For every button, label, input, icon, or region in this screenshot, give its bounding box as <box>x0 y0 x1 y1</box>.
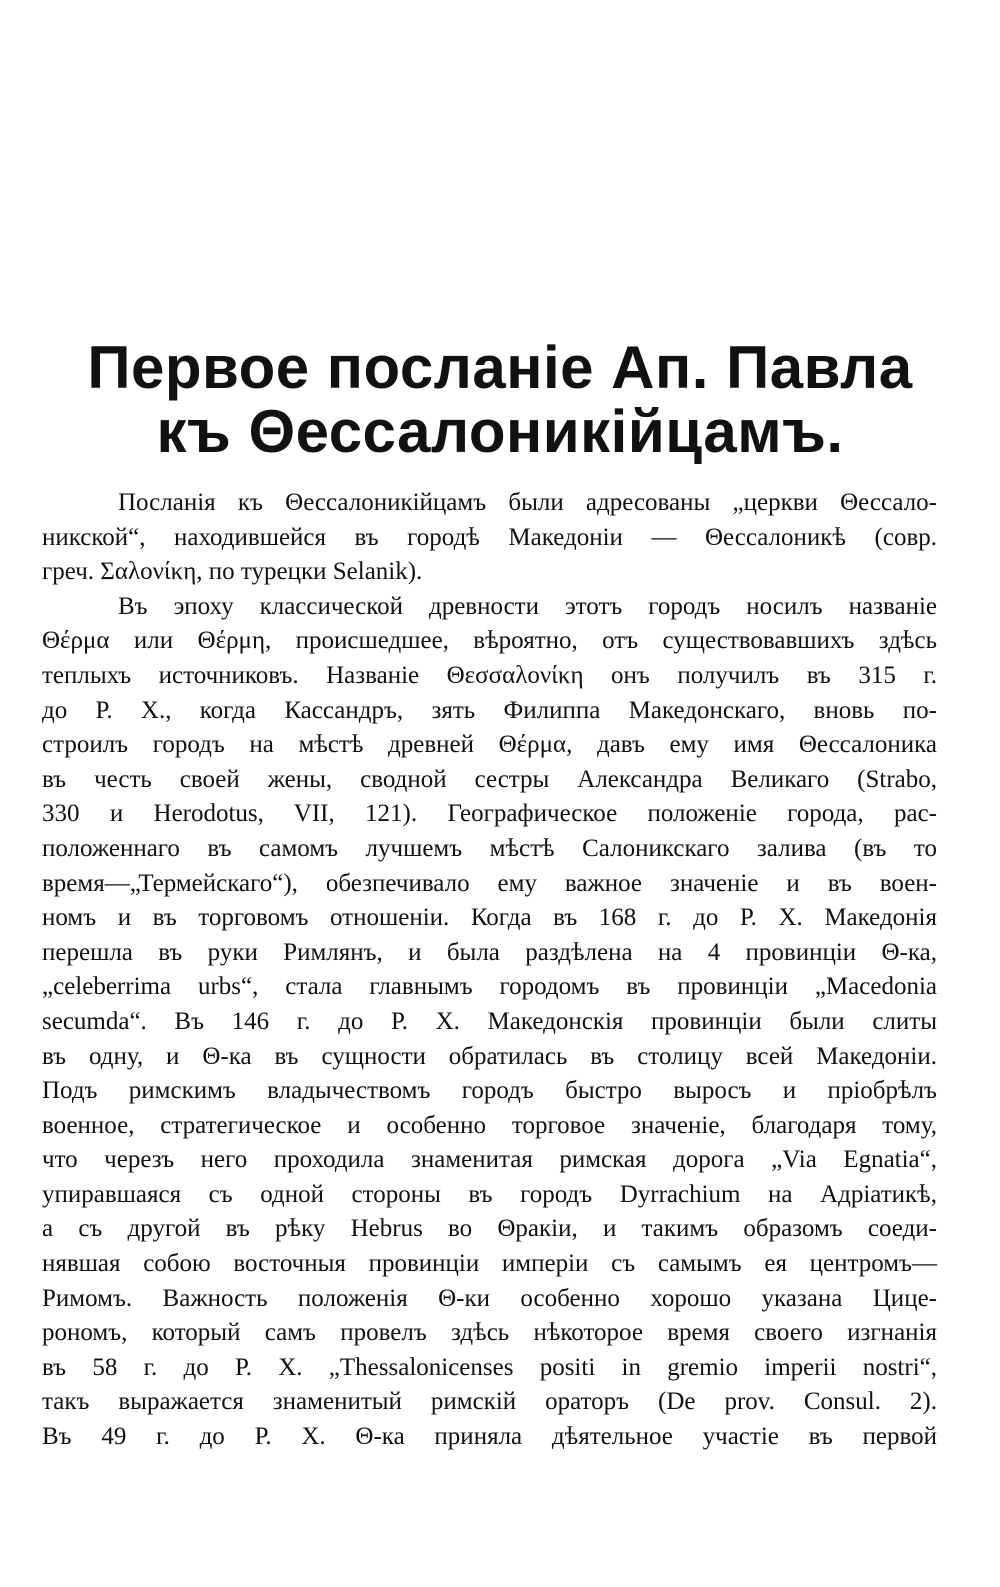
text-line: военное, стратегическое и особенно торговое значеніе, благодаря тому, <box>42 1111 937 1139</box>
text-line: рономъ, который самъ провелъ здѣсь нѣкоторое время своего изгнанія <box>42 1319 937 1347</box>
text-line: а съ другой въ рѣку Hebrus во Θракіи, и такимъ образомъ соеди- <box>42 1215 937 1243</box>
text-line: Θέρμα или Θέρμη, происшедшее, вѣроятно, отъ существовавшихъ здѣсь <box>42 627 937 655</box>
text-line: Въ эпоху классической древности этотъ городъ носилъ названіе <box>118 592 937 620</box>
page-title-line-1: Первое посланіе Ап. Павла <box>87 334 913 401</box>
text-line: secumda“. Въ 146 г. до Р. Х. Македонскія провинціи были слиты <box>42 1007 937 1035</box>
text-line: до Р. Х., когда Кассандръ, зять Филиппа Македонскаго, вновь по- <box>42 696 937 724</box>
text-line: положеннаго въ самомъ лучшемъ мѣстѣ Салоникскаго залива (въ то <box>42 834 937 862</box>
text-line: теплыхъ источниковъ. Названіе Θεσσαλονίκη онъ получилъ въ 315 г. <box>42 661 937 689</box>
text-line: въ одну, и Θ-ка въ сущности обратилась въ столицу всей Македоніи. <box>42 1042 937 1070</box>
text-line: „celeberrima urbs“, стала главнымъ городомъ въ провинціи „Macedonia <box>42 973 937 1001</box>
text-line: что черезъ него проходила знаменитая римская дорога „Via Egnatia“, <box>42 1146 937 1174</box>
text-line: упиравшаяся съ одной стороны въ городъ Dyrrachium на Адріатикѣ, <box>42 1180 937 1208</box>
body-text <box>42 486 937 1455</box>
text-line: время—„Термейскаго“), обезпечивало ему важное значеніе и въ воен- <box>42 869 937 897</box>
text-line: строилъ городъ на мѣстѣ древней Θέρμα, давъ ему имя Θессалоника <box>42 731 937 759</box>
text-line: номъ и въ торговомъ отношеніи. Когда въ 168 г. до Р. Х. Македонія <box>42 904 937 932</box>
page-title-line-2: къ Θессалоникійцамъ. <box>156 398 844 465</box>
text-line: Посланія къ Θессалоникійцамъ были адресованы „церкви Θессало- <box>118 489 937 516</box>
text-line: въ честь своей жены, сводной сестры Александра Великаго (Strabo, <box>42 765 937 793</box>
text-line: Римомъ. Важность положенія Θ-ки особенно хорошо указана Цице- <box>42 1284 937 1312</box>
text-line: перешла въ руки Римлянъ, и была раздѣлена на 4 провинціи Θ-ка, <box>42 938 937 966</box>
text-line: никской“, находившейся въ городѣ Македоніи — Θессалоникѣ (совр. <box>42 523 937 551</box>
text-line: 330 и Herodotus, VII, 121). Географическое положеніе города, рас- <box>42 800 937 828</box>
text-line: въ 58 г. до Р. Х. „Thessalonicenses positi in gremio imperii nostri“, <box>42 1353 937 1381</box>
text-line: нявшая собою восточныя провинціи имперіи съ самымъ ея центромъ— <box>42 1250 937 1278</box>
text-line: Въ 49 г. до Р. Х. Θ-ка приняла дѣятельное участіе въ первой <box>42 1423 937 1451</box>
text-line: греч. Σαλονίκη, по турецки Selanik). <box>42 558 423 586</box>
text-line: Подъ римскимъ владычествомъ городъ быстро выросъ и пріобрѣлъ <box>42 1077 937 1105</box>
text-line: такъ выражается знаменитый римскій ораторъ (De prov. Consul. 2). <box>42 1388 937 1416</box>
